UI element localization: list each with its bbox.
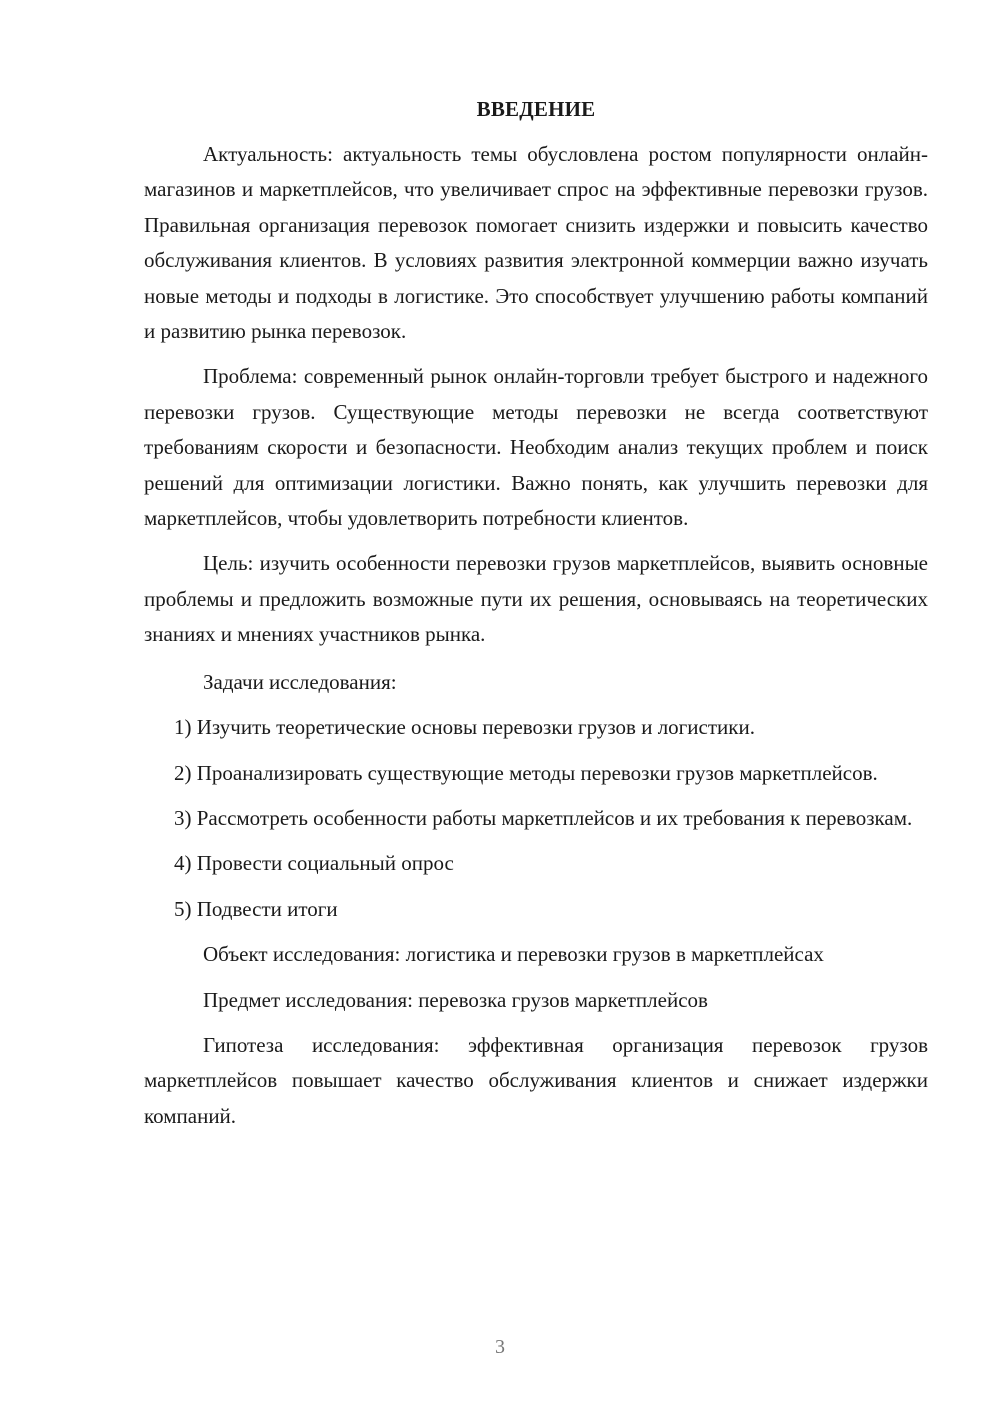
task-item-1: 1) Изучить теоретические основы перевозки грузов и логистики. bbox=[174, 715, 755, 740]
research-object: Объект исследования: логистика и перевозки грузов в маркетплейсах bbox=[203, 942, 824, 967]
page-title: ВВЕДЕНИЕ bbox=[476, 97, 596, 121]
research-hypothesis: Гипотеза исследования: эффективная организация перевозок грузов маркетплейсов повышает качество обслуживания клиентов и снижает издержки компаний. bbox=[144, 1032, 928, 1128]
task-item-3: 3) Рассмотреть особенности работы маркетплейсов и их требования к перевозкам. bbox=[174, 805, 913, 830]
tasks-heading: Задачи исследования: bbox=[203, 669, 397, 694]
paragraph-relevance: Актуальность: актуальность темы обусловлена ростом популярности онлайн-магазинов и маркетплейсов, что увеличивает спрос на эффективные перевозки грузов. Правильная организация перевозок помогает снизить издержки и повысить качество обслуживания клиентов. В условиях развития электронной коммерции важно изучать новые методы и подходы в логистике. Это способствует улучшению работы компаний и развитию рынка перевозок. bbox=[144, 142, 928, 344]
task-item-2: 2) Проанализировать существующие методы перевозки грузов маркетплейсов. bbox=[174, 760, 878, 785]
paragraph-goal: Цель: изучить особенности перевозки грузов маркетплейсов, выявить основные проблемы и предложить возможные пути их решения, основываясь на теоретических знаниях и мнениях участников рынка. bbox=[144, 551, 928, 647]
task-item-5: 5) Подвести итоги bbox=[174, 896, 338, 921]
document-page bbox=[144, 92, 928, 1134]
research-subject: Предмет исследования: перевозка грузов маркетплейсов bbox=[203, 987, 708, 1012]
task-item-4: 4) Провести социальный опрос bbox=[174, 851, 454, 876]
page-number: 3 bbox=[495, 1336, 505, 1358]
paragraph-problem: Проблема: современный рынок онлайн-торговли требует быстрого и надежного перевозки грузов. Существующие методы перевозки не всегда соответствуют требованиям скорости и безопасности. Необходим анализ текущих проблем и поиск решений для оптимизации логистики. Важно понять, как улучшить перевозки для маркетплейсов, чтобы удовлетворить потребности клиентов. bbox=[144, 364, 928, 531]
